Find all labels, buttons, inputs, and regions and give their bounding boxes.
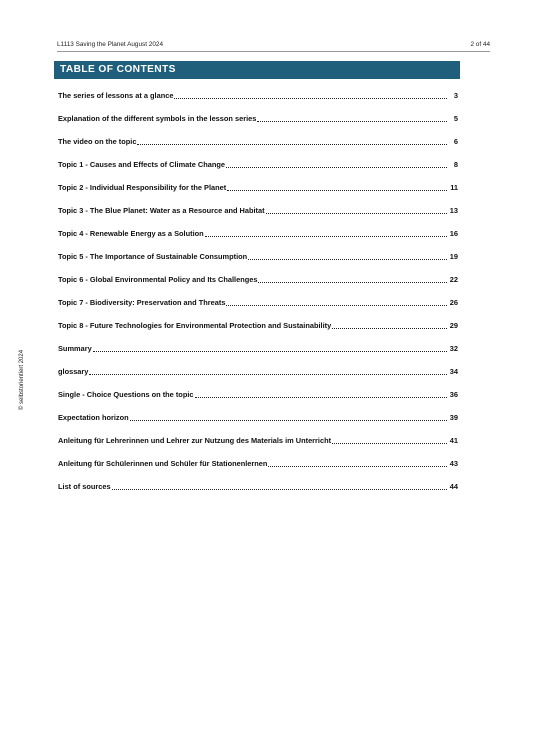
toc-entry-title: Topic 1 - Causes and Effects of Climate Change [58,160,226,169]
toc-entry[interactable] [58,389,458,400]
toc-entry-title: Topic 6 - Global Environmental Policy and Its Challenges [58,275,258,284]
toc-entry-title: Anleitung für Schülerinnen und Schüler für Stationenlernen [58,459,268,468]
copyright-note: © selbstorientiert 2024 [19,349,25,411]
toc-entry[interactable] [58,343,458,354]
toc-entry[interactable] [58,182,458,193]
toc-entry[interactable] [58,159,458,170]
toc-entry[interactable] [58,113,458,124]
toc-entry-page: 29 [449,321,458,330]
toc-entry-title: Expectation horizon [58,413,129,422]
toc-dot-leader [137,144,447,145]
page-indicator: 2 of 44 [470,41,490,48]
toc-entry-title: glossary [58,367,89,376]
toc-dot-leader [93,351,447,352]
toc-entry-page: 44 [449,482,458,491]
toc-entry[interactable] [58,320,458,331]
toc-dot-leader [205,236,447,237]
toc-dot-leader [226,305,447,306]
toc-dot-leader [266,213,447,214]
toc-entry-title: Anleitung für Lehrerinnen und Lehrer zur Nutzung des Materials im Unterricht [58,436,332,445]
toc-entry-title: The series of lessons at a glance [58,91,174,100]
toc-entry[interactable] [58,366,458,377]
toc-dot-leader [226,167,447,168]
toc-heading: TABLE OF CONTENTS [54,61,460,79]
toc-entry-title: Explanation of the different symbols in the lesson series [58,114,257,123]
toc-dot-leader [248,259,447,260]
toc-dot-leader [89,374,447,375]
toc-dot-leader [332,328,447,329]
toc-entry-page: 13 [449,206,458,215]
toc-entry-title: Topic 3 - The Blue Planet: Water as a Resource and Habitat [58,206,265,215]
toc-entry[interactable] [58,412,458,423]
toc-entry[interactable] [58,274,458,285]
toc-entry[interactable] [58,458,458,469]
toc-dot-leader [268,466,447,467]
toc-dot-leader [174,98,447,99]
toc-entry-page: 3 [453,91,458,100]
toc-entry-title: The video on the topic [58,137,137,146]
toc-dot-leader [112,489,447,490]
toc-entry-page: 26 [449,298,458,307]
toc-entry[interactable] [58,297,458,308]
toc-dot-leader [332,443,447,444]
toc-entry-page: 39 [449,413,458,422]
toc-entry-page: 36 [449,390,458,399]
toc-entry-page: 5 [453,114,458,123]
toc-entry[interactable] [58,136,458,147]
toc-dot-leader [195,397,447,398]
toc-entry-page: 16 [449,229,458,238]
toc-entry-page: 41 [449,436,458,445]
toc-entry-title: Summary [58,344,92,353]
toc-entry-page: 32 [449,344,458,353]
document-title: L1113 Saving the Planet August 2024 [57,41,164,48]
toc-entry[interactable] [58,481,458,492]
toc-dot-leader [257,121,447,122]
toc-entry-page: 11 [450,183,458,192]
toc-dot-leader [130,420,447,421]
toc-entry-title: Topic 5 - The Importance of Sustainable Consumption [58,252,248,261]
toc-entry-page: 8 [453,160,458,169]
toc-entry-title: Topic 2 - Individual Responsibility for the Planet [58,183,227,192]
toc-entry-page: 34 [449,367,458,376]
page-header [57,39,490,52]
toc-dot-leader [258,282,447,283]
toc-entry-page: 19 [449,252,458,261]
toc-entry[interactable] [58,228,458,239]
toc-entry-page: 6 [453,137,458,146]
toc-entry[interactable] [58,251,458,262]
toc-entry-page: 22 [449,275,458,284]
toc-entry[interactable] [58,90,458,101]
toc-entry[interactable] [58,205,458,216]
toc-entry[interactable] [58,435,458,446]
toc-dot-leader [227,190,447,191]
toc-entry-title: Single - Choice Questions on the topic [58,390,194,399]
toc-entry-title: Topic 4 - Renewable Energy as a Solution [58,229,204,238]
toc-entry-title: Topic 7 - Biodiversity: Preservation and Threats [58,298,226,307]
toc-entry-title: Topic 8 - Future Technologies for Environmental Protection and Sustainability [58,321,332,330]
toc-entry-page: 43 [449,459,458,468]
toc-entry-title: List of sources [58,482,111,491]
